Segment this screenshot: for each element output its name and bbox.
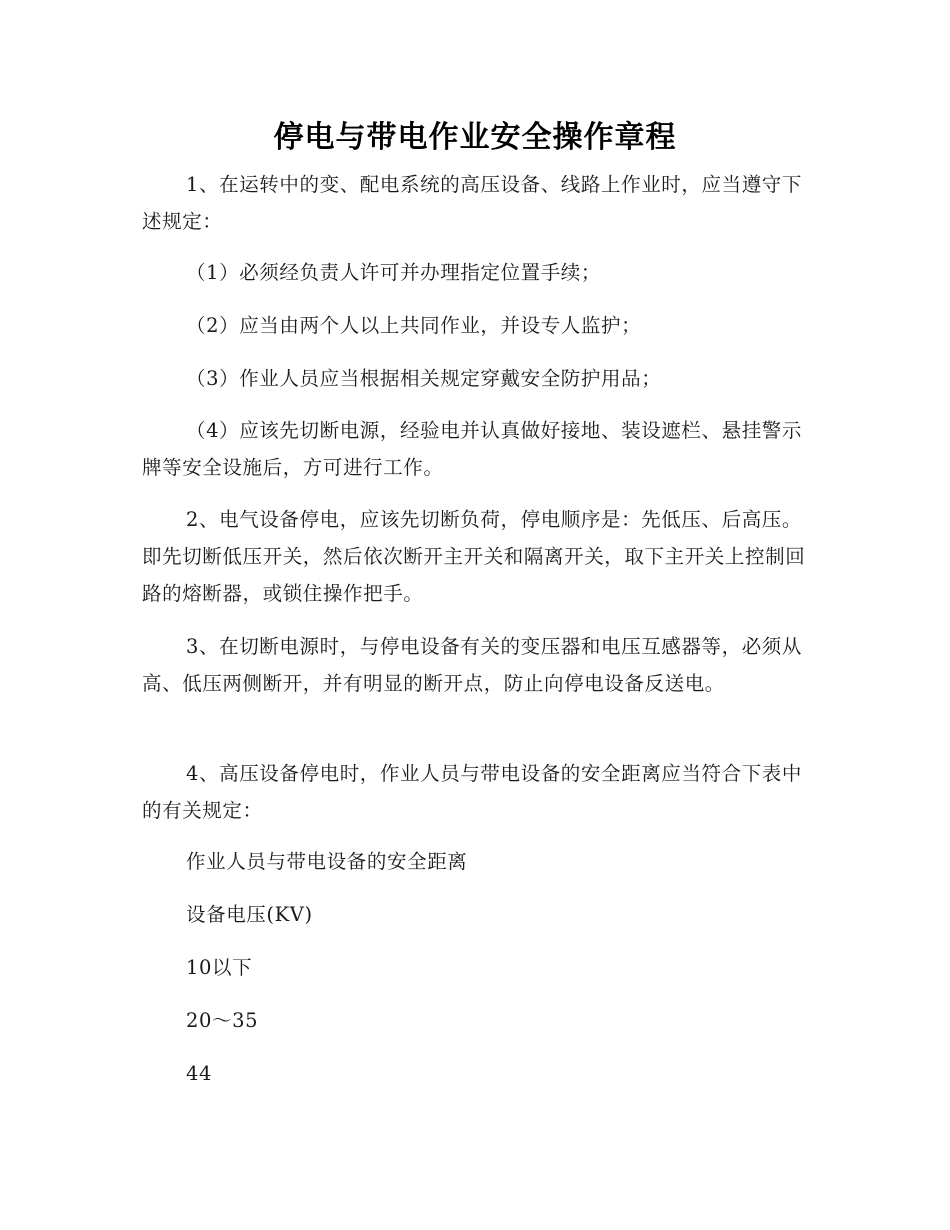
list-item-3: （3）作业人员应当根据相关规定穿戴安全防护用品； [186, 367, 662, 390]
table-header-voltage: 设备电压(KV) [186, 903, 313, 926]
table-caption: 作业人员与带电设备的安全距离 [186, 850, 468, 873]
document-title: 停电与带电作业安全操作章程 [273, 120, 677, 155]
paragraph-4: 4、高压设备停电时，作业人员与带电设备的安全距离应当符合下表中的有关规定： [142, 762, 803, 822]
table-row-1: 10以下 [186, 956, 253, 979]
table-row-2: 20～35 [186, 1009, 259, 1032]
list-item-4: （4）应该先切断电源，经验电并认真做好接地、装设遮栏、悬挂警示牌等安全设施后，方可进行工作。 [142, 419, 803, 479]
list-item-1: （1）必须经负责人许可并办理指定位置手续； [186, 261, 602, 284]
paragraph-3: 3、在切断电源时，与停电设备有关的变压器和电压互感器等，必须从高、低压两侧断开，并有明显的断开点，防止向停电设备反送电。 [142, 635, 803, 695]
paragraph-1: 1、在运转中的变、配电系统的高压设备、线路上作业时，应当遵守下述规定： [142, 173, 803, 233]
table-row-3: 44 [186, 1062, 213, 1085]
paragraph-2: 2、电气设备停电，应该先切断负荷，停电顺序是：先低压、后高压。即先切断低压开关，然后依次断开主开关和隔离开关，取下主开关上控制回路的熔断器，或锁住操作把手。 [142, 508, 806, 605]
list-item-2: （2）应当由两个人以上共同作业，并设专人监护； [186, 314, 642, 337]
